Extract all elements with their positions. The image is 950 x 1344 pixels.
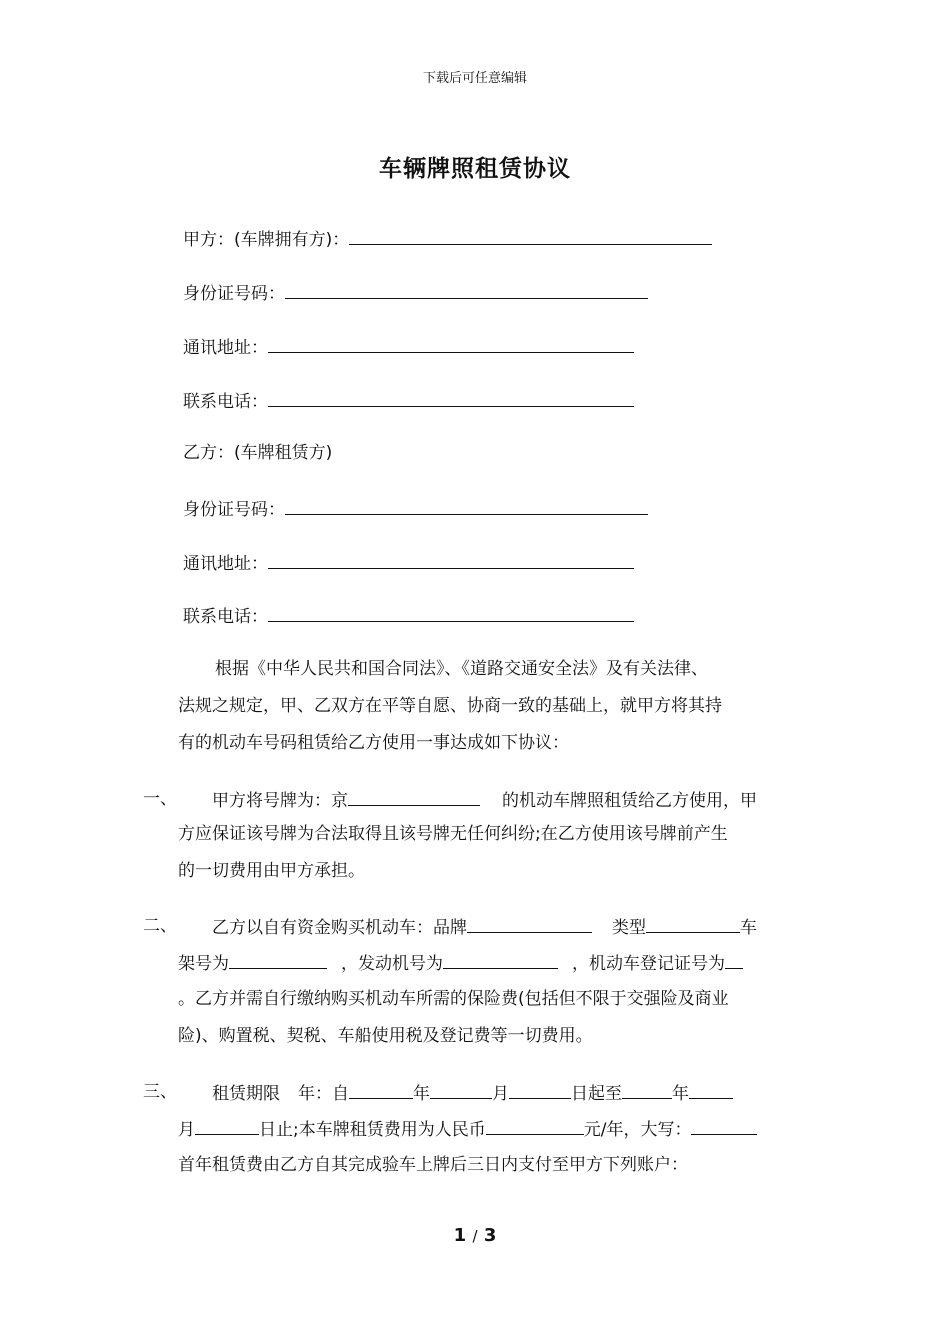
clause-2-frame-label: 架号为 bbox=[178, 954, 229, 974]
clause-2-brand-label: 乙方以自有资金购买机动车：品牌 bbox=[212, 918, 467, 938]
page-current: 1 bbox=[453, 1225, 467, 1246]
document-title: 车辆牌照租赁协议 bbox=[379, 156, 571, 182]
clause-3-line-3: 首年租赁费由乙方自其完成验车上牌后三日内支付至甲方下列账户： bbox=[178, 1155, 688, 1175]
clause-1-number: 一、 bbox=[143, 789, 177, 809]
party-b-heading: 乙方：(车牌租赁方) bbox=[183, 443, 333, 463]
party-a-id-row bbox=[183, 280, 648, 306]
intro-line-1: 根据《中华人民共和国合同法》、《道路交通安全法》及有关法律、 bbox=[215, 659, 708, 679]
start-month-blank bbox=[430, 1080, 492, 1099]
page-separator: / bbox=[472, 1227, 478, 1245]
engine-number-blank bbox=[443, 950, 558, 969]
clause-1-text-1: 的机动车牌照租赁给乙方使用，甲 bbox=[502, 791, 757, 811]
clause-1-line-2: 方应保证该号牌为合法取得且该号牌无任何纠纷;在乙方使用该号牌前产生 bbox=[178, 824, 728, 844]
party-b-address-blank bbox=[268, 550, 634, 569]
clause-2-line-2 bbox=[178, 950, 743, 976]
start-day-blank bbox=[509, 1080, 571, 1099]
party-b-id-blank bbox=[285, 496, 648, 515]
clause-3-number: 三、 bbox=[143, 1082, 177, 1102]
clause-2-engine-label: ，发动机号为 bbox=[341, 954, 443, 974]
brand-blank bbox=[467, 914, 592, 933]
party-a-address-label: 通讯地址： bbox=[183, 338, 268, 358]
party-a-name-blank bbox=[349, 226, 712, 245]
clause-2-line-1 bbox=[212, 914, 757, 940]
party-b-address-row bbox=[183, 550, 634, 576]
type-blank bbox=[646, 914, 740, 933]
clause-1-plate-label: 甲方将号牌为：京 bbox=[212, 791, 348, 811]
party-a-heading: 甲方：(车牌拥有方)： bbox=[183, 230, 350, 250]
clause-2-type-label: 类型 bbox=[612, 918, 646, 938]
end-month-blank bbox=[689, 1080, 733, 1099]
party-b-id-label: 身份证号码： bbox=[183, 500, 285, 520]
party-b-phone-label: 联系电话： bbox=[183, 607, 268, 627]
clause-3-fee-label: 日止;本车牌租赁费用为人民币 bbox=[259, 1120, 486, 1140]
start-year-blank bbox=[349, 1080, 413, 1099]
party-b-phone-blank bbox=[268, 603, 634, 622]
end-day-blank bbox=[195, 1116, 259, 1135]
clause-2-line-4: 险)、购置税、契税、车船使用税及登记费等一切费用。 bbox=[178, 1026, 593, 1046]
header-note: 下载后可任意编辑 bbox=[422, 71, 527, 86]
frame-number-blank bbox=[229, 950, 327, 969]
end-year-blank bbox=[622, 1080, 672, 1099]
party-a-phone-label: 联系电话： bbox=[183, 392, 268, 412]
clause-3-end-year-label: 年 bbox=[672, 1084, 689, 1104]
clause-2-vehicle-label: 车 bbox=[740, 918, 757, 938]
party-b-address-label: 通讯地址： bbox=[183, 554, 268, 574]
party-b-heading-row bbox=[183, 441, 332, 465]
plate-number-blank bbox=[348, 787, 480, 806]
clause-3-line-2 bbox=[178, 1116, 757, 1142]
clause-1-line-3: 的一切费用由甲方承担。 bbox=[178, 861, 365, 881]
registration-blank bbox=[725, 950, 743, 969]
page-number bbox=[0, 1225, 950, 1246]
clause-3-uppercase-label: 元/年，大写： bbox=[583, 1120, 692, 1140]
clause-3-end-month-label: 月 bbox=[178, 1120, 195, 1140]
party-a-id-label: 身份证号码： bbox=[183, 284, 285, 304]
party-b-id-row bbox=[183, 496, 648, 522]
clause-3-term-label: 租赁期限 bbox=[212, 1084, 280, 1104]
intro-line-3: 有的机动车号码租赁给乙方使用一事达成如下协议： bbox=[178, 733, 569, 753]
clause-3-year-from-label: 年：自 bbox=[298, 1084, 349, 1104]
clause-3-month-label: 月 bbox=[492, 1084, 509, 1104]
party-a-heading-row bbox=[183, 226, 712, 252]
clause-2-registration-label: ，机动车登记证号为 bbox=[572, 954, 725, 974]
clause-3-line-1 bbox=[212, 1080, 733, 1106]
clause-2-line-3: 。乙方并需自行缴纳购买机动车所需的保险费(包括但不限于交强险及商业 bbox=[178, 989, 729, 1009]
clause-2-number: 二、 bbox=[143, 916, 177, 936]
fee-amount-blank bbox=[486, 1116, 584, 1135]
clause-3-year-label: 年 bbox=[413, 1084, 430, 1104]
clause-1-line-1 bbox=[212, 787, 757, 813]
party-a-id-blank bbox=[285, 280, 648, 299]
party-a-phone-blank bbox=[268, 388, 634, 407]
fee-uppercase-blank bbox=[691, 1116, 757, 1135]
party-a-address-row bbox=[183, 334, 634, 360]
intro-line-2: 法规之规定，甲、乙双方在平等自愿、协商一致的基础上，就甲方将其持 bbox=[178, 696, 722, 716]
party-a-phone-row bbox=[183, 388, 634, 414]
clause-3-until-label: 日起至 bbox=[571, 1084, 622, 1104]
party-b-phone-row bbox=[183, 603, 634, 629]
page-total: 3 bbox=[483, 1225, 497, 1246]
party-a-address-blank bbox=[268, 334, 634, 353]
